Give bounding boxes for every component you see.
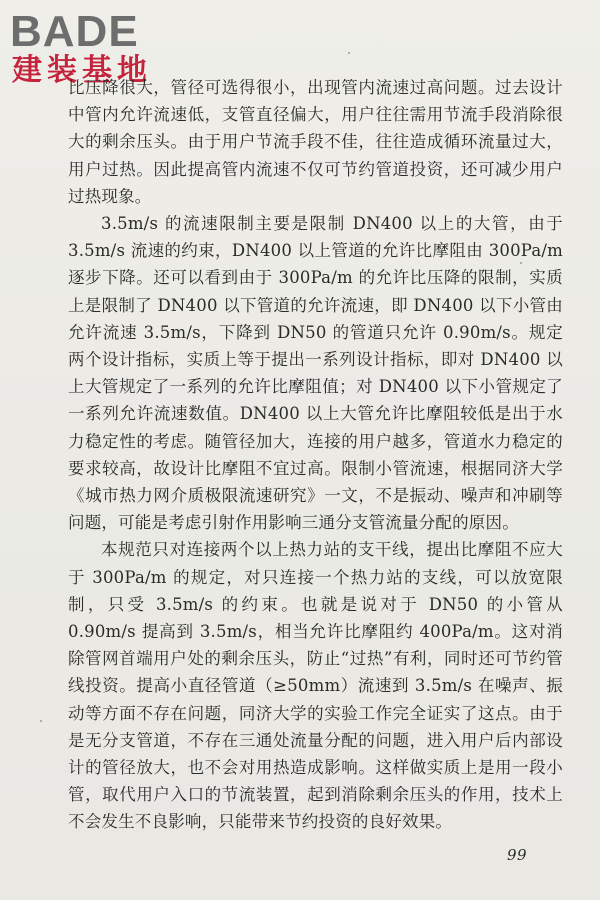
scan-speck xyxy=(520,262,522,264)
page-number: 99 xyxy=(507,846,528,864)
paragraph-3: 本规范只对连接两个以上热力站的支干线，提出比摩阻不应大于 300Pa/m 的规定，对只连接一个热力站的支线，可以放宽限制，只受 3.5m/s 的约束。也就是说对于 DN50 的小管从 0.90m/s 提高到 3.5m/s，相当允许比摩阻约 400Pa/m。这对消除管网首端用户处的剩余压头，防止“过热”有利，同时还可节约管线投资。提高小直径管道（≥50mm）流速到 3.5m/s 在噪声、振动等方面不存在问题，同济大学的实验工作完全证实了这点。由于是无分支管道，不存在三通处流量分配的问题，进入用户后内部设计的管径放大，也不会对用热造成影响。这样做实质上是用一段小管，取代用户入口的节流装置，起到消除剩余压头的作用，技术上不会发生不良影响，只能带来节约投资的良好效果。 xyxy=(68,540,563,832)
paragraph-1: 比压降很大，管径可选得很小，出现管内流速过高问题。过去设计中管内允许流速低，支管直径偏大，用户往往需用节流手段消除很大的剩余压头。由于用户节流手段不佳，往往造成循环流量过大，用户过热。因此提高管内流速不仅可节约管道投资，还可减少用户过热现象。 xyxy=(68,78,563,206)
body-text xyxy=(68,74,563,836)
paragraph-2: 3.5m/s 的流速限制主要是限制 DN400 以上的大管，由于 3.5m/s 流速的约束，DN400 以上管道的允许比摩阻由 300Pa/m 逐步下降。还可以看到由于 300Pa/m 的允许比压降的限制，实质上是限制了 DN400 以下管道的允许流速，即 DN400 以下小管由允许流速 3.5m/s，下降到 DN50 的管道只允许 0.90m/s。规定两个设计指标，实质上等于提出一系列设计指标，即对 DN400 以上大管规定了一系列的允许比摩阻值；对 DN400 以下小管规定了一系列允许流速数值。DN400 以上大管允许比摩阻较低是出于水力稳定性的考虑。随管径加大，连接的用户越多，管道水力稳定的要求较高，故设计比摩阻不宜过高。限制小管流速，根据同济大学《城市热力网介质极限流速研究》一文，不是振动、噪声和冲刷等问题，可能是考虑引射作用影响三通分支管流量分配的原因。 xyxy=(68,214,563,533)
scan-speck xyxy=(348,52,350,54)
svg-text:建装基地: 建装基地 xyxy=(12,53,152,86)
svg-text:BADE: BADE xyxy=(10,7,139,56)
scan-speck xyxy=(40,720,42,722)
